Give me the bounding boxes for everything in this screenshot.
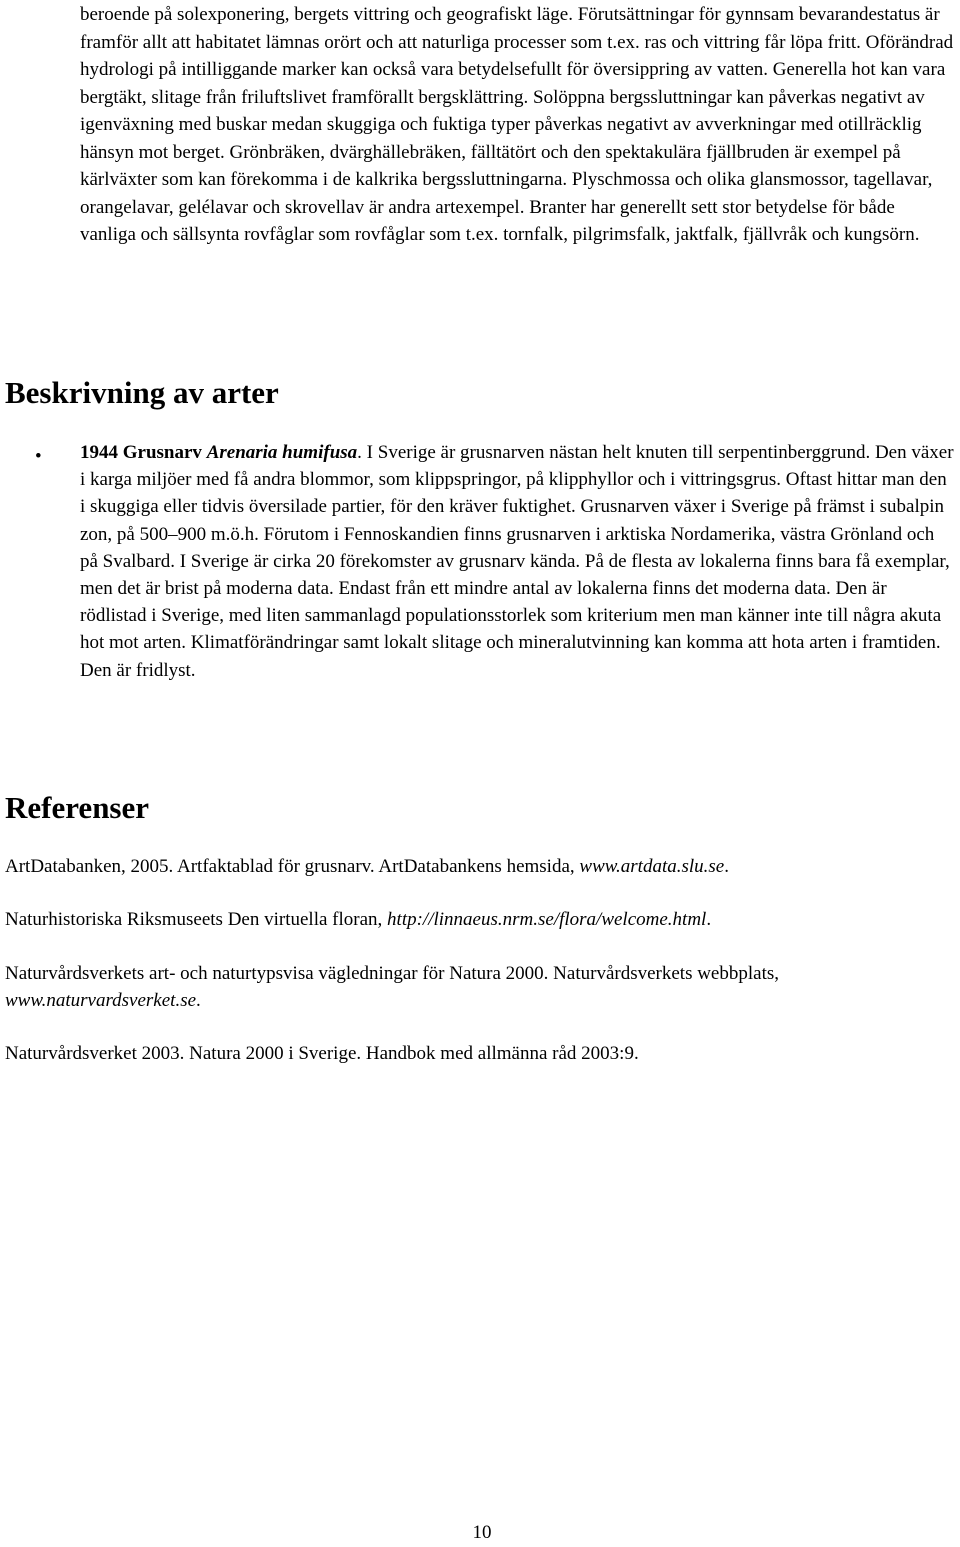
species-item xyxy=(80,439,955,684)
species-heading: Beskrivning av arter xyxy=(5,375,279,410)
reference-item xyxy=(5,906,955,933)
reference-tail: . xyxy=(706,909,712,930)
page-number: 10 xyxy=(472,1522,492,1543)
reference-tail: . xyxy=(724,856,729,877)
reference-text: ArtDatabanken, 2005. Artfaktablad för grusnarv. ArtDatabankens hemsida, xyxy=(5,856,580,877)
reference-item xyxy=(5,853,955,880)
species-description: I Sverige är grusnarven nästan helt knuten till serpentinberggrund. Den växer i karga miljöer med få andra blommor, som klippspringor, på klipphyllor och i vittringsgrus. Oftast hittar man den i skuggiga eller tidvis översilade partier, för den kräver fuktighet. Grusnarven växer i Sverige på främst i subalpin zon, på 500–900 m.ö.h. Förutom i Fennoskandien finns grusnarven i arktiska Nordamerika, västra Grönland och på Svalbard. I Sverige är cirka 20 förekomster av grusnarv kända. På de flesta av lokalerna finns bara få exemplar, men det är brist på moderna data. Endast från ett mindre antal av lokalerna finns det moderna data. Den är rödlistad i Sverige, med liten sammanlagd populationsstorlek som kriterium men man känner inte till några akuta hot mot arten. Klimatförändringar samt lokalt slitage och mineralutvinning kan komma att hota arten i framtiden. Den är fridlyst. xyxy=(80,442,954,681)
reference-text: Naturvårdsverkets art- och naturtypsvisa vägledningar för Natura 2000. Naturvårdsverkets webbplats, xyxy=(5,963,779,984)
species-latin-name: Arenaria humifusa xyxy=(206,442,358,463)
reference-link[interactable]: www.naturvardsverket.se xyxy=(5,990,197,1011)
intro-paragraph: beroende på solexponering, bergets vittring och geografiskt läge. Förutsättningar för gynnsam bevarandestatus är framför allt att habitatet lämnas orört och att naturliga processer som t.ex. ras och vittring får löpa fritt. Oförändrad hydrologi på intilliggande marker kan också vara betydelsefullt för översippring av vatten. Generella hot kan vara bergtäkt, slitage från friluftslivet framförallt bergsklättring. Solöppna bergssluttningar kan påverkas negativt av igenväxning med buskar medan skuggiga och fuktiga typer påverkas negativt av avverkningar med otillräcklig hänsyn mot berget. Grönbräken, dvärghällebräken, fälltätört och den spektakulära fjällbruden är exempel på kärlväxter som kan förekomma i de kalkrika bergssluttningarna. Plyschmossa och olika glansmossor, tagellavar, orangelavar, gelélavar och skrovellav är andra artexempel. Branter har generellt sett stor betydelse för både vanliga och sällsynta rovfåglar som rovfåglar som t.ex. tornfalk, pilgrimsfalk, jaktfalk, fjällvråk och kungsörn. xyxy=(80,4,954,245)
reference-item xyxy=(5,1040,955,1067)
references-heading: Referenser xyxy=(5,790,150,825)
reference-item xyxy=(5,960,955,1014)
reference-link[interactable]: http://linnaeus.nrm.se/flora/welcome.html xyxy=(387,909,707,930)
reference-link[interactable]: www.artdata.slu.se xyxy=(579,856,725,877)
bullet-icon: • xyxy=(35,446,42,467)
reference-tail: . xyxy=(196,990,201,1011)
species-code-name: 1944 Grusnarv xyxy=(80,442,202,463)
reference-text: Naturvårdsverket 2003. Natura 2000 i Sverige. Handbok med allmänna råd 2003:9. xyxy=(5,1043,639,1064)
species-period: . xyxy=(357,442,362,463)
reference-text: Naturhistoriska Riksmuseets Den virtuella floran, xyxy=(5,909,388,930)
